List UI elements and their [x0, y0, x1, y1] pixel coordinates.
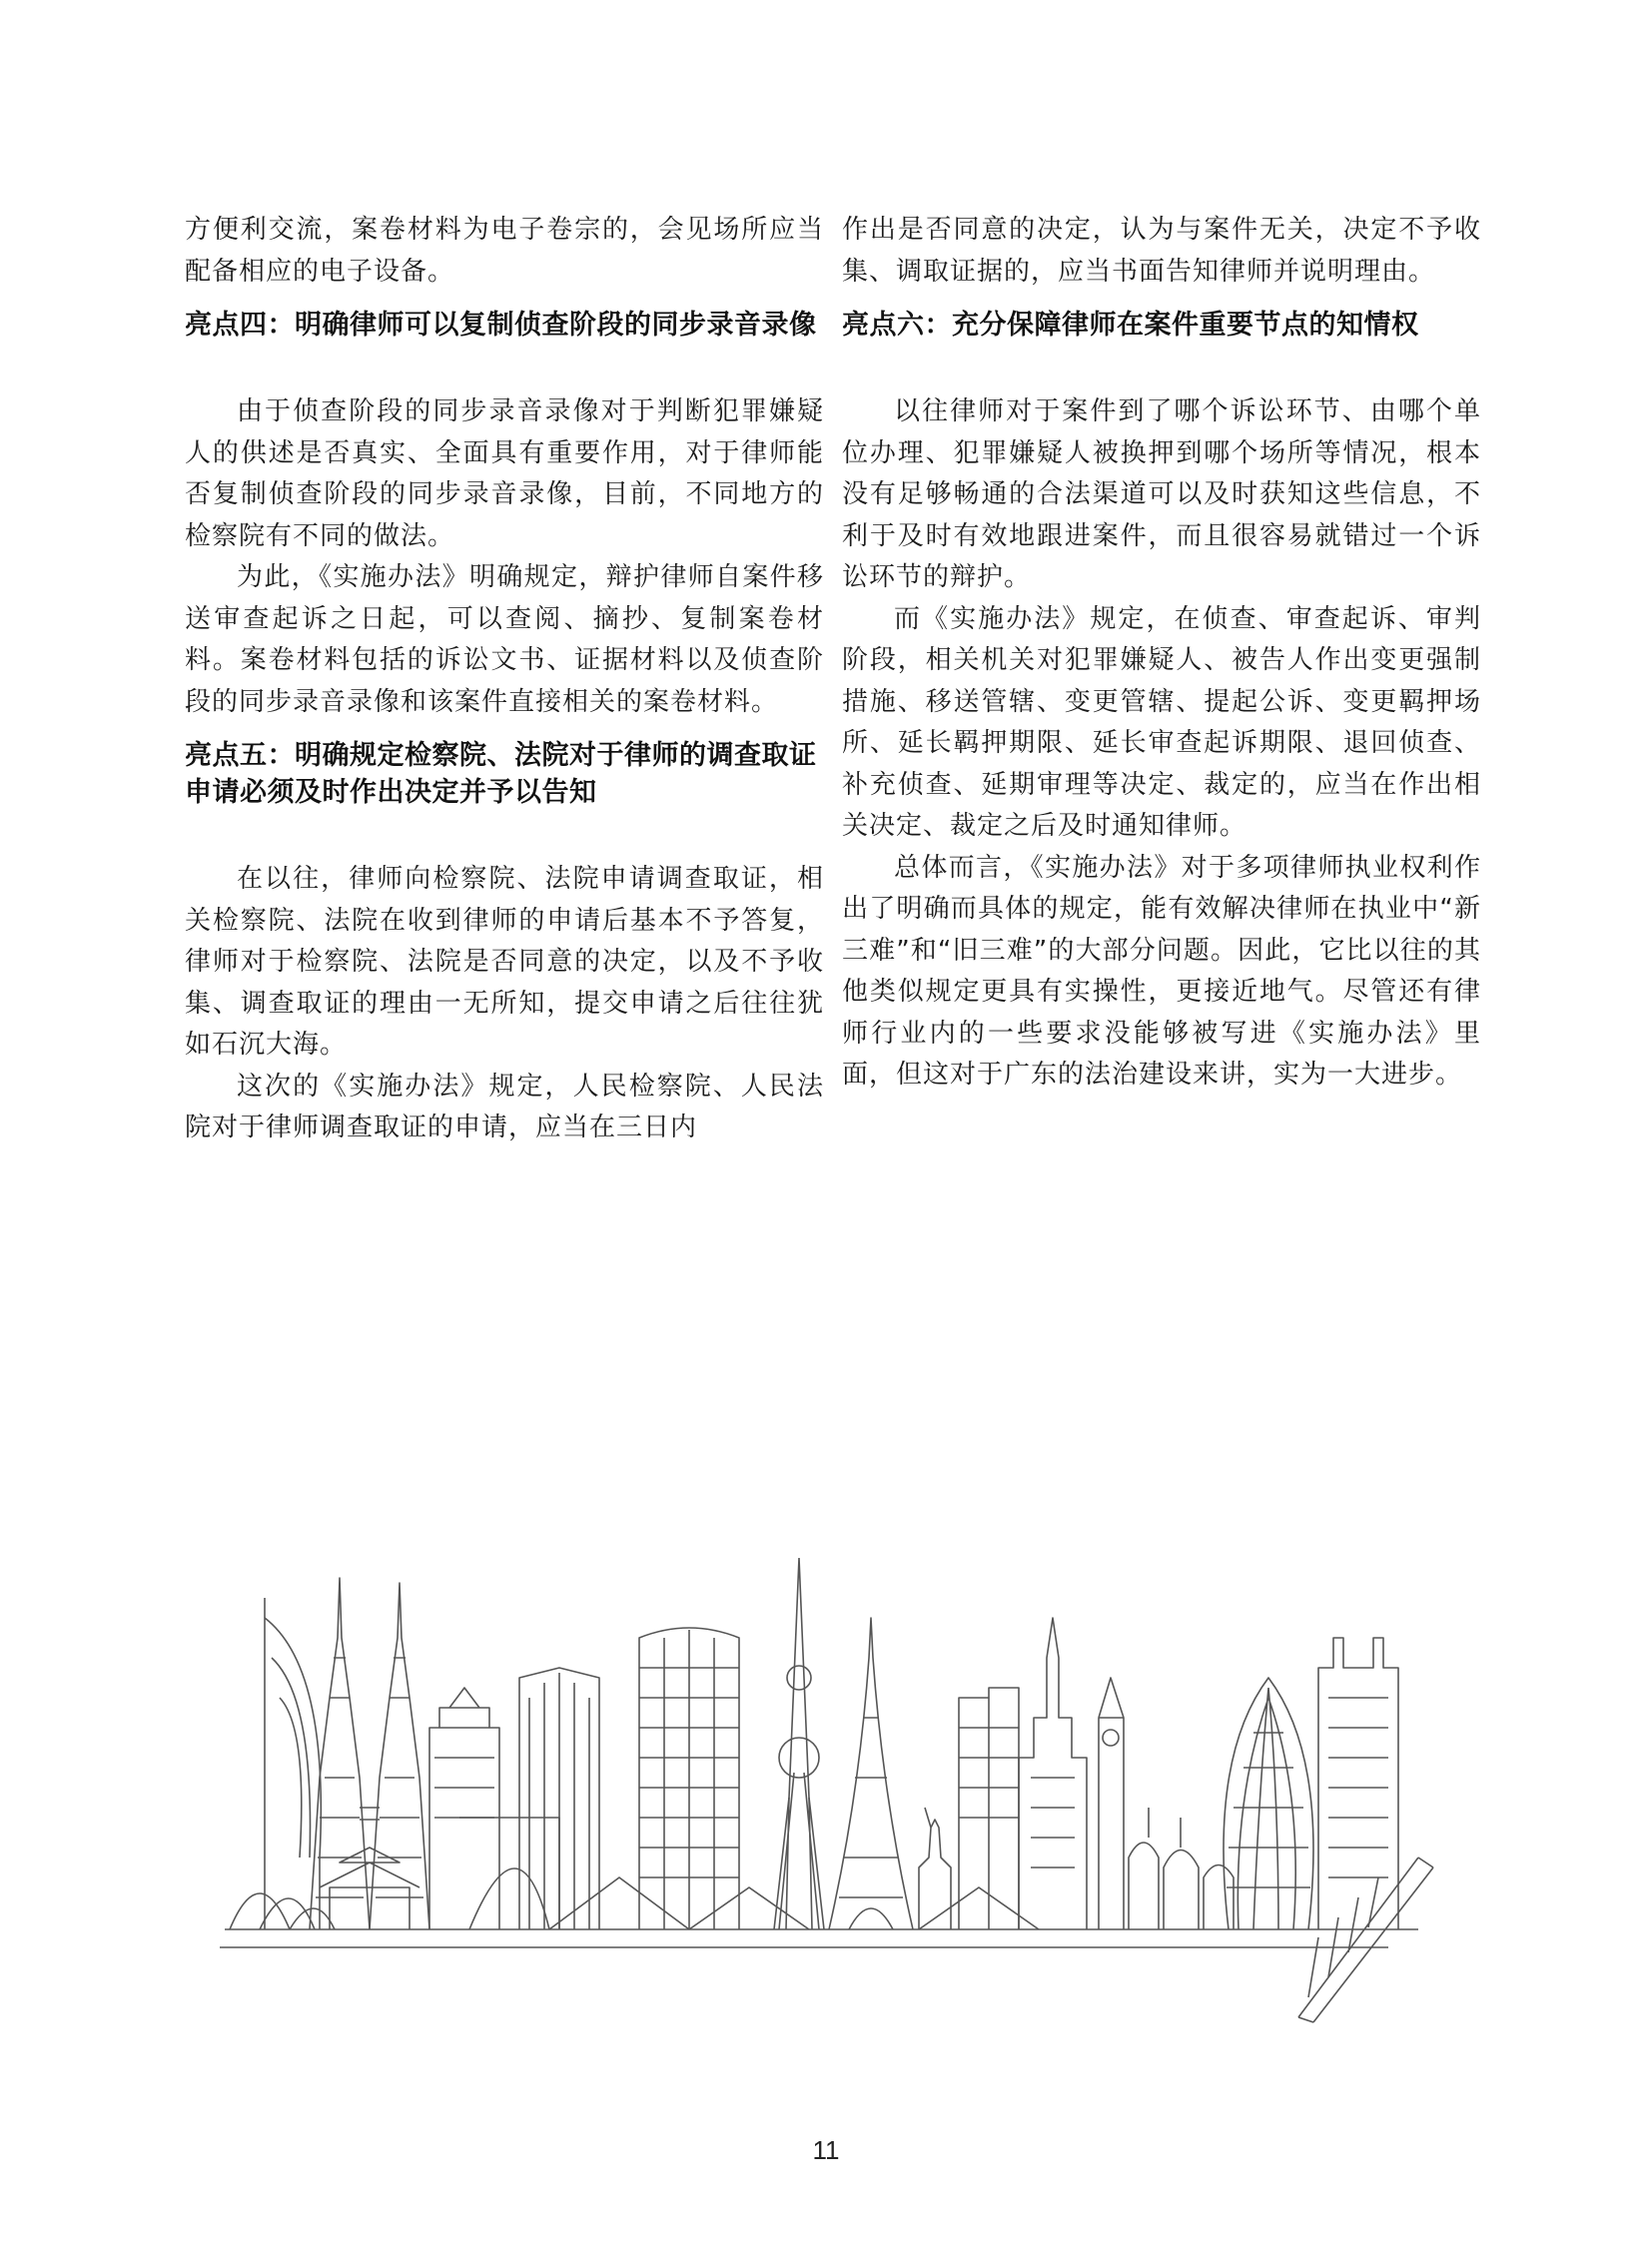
- page-number: 11: [812, 2135, 840, 2165]
- paragraph: 以往律师对于案件到了哪个诉讼环节、由哪个单位办理、犯罪嫌疑人被换押到哪个场所等情况，根本没有足够畅通的合法渠道可以及时获知这些信息，不利于及时有效地跟进案件，而且很容易就错过一个诉讼环节的辩护。: [842, 396, 1481, 592]
- paragraph: 为此，《实施办法》明确规定，辩护律师自案件移送审查起诉之日起，可以查阅、摘抄、复制案卷材料。案卷材料包括的诉讼文书、证据材料以及侦查阶段的同步录音录像和该案件直接相关的案卷材料。: [185, 562, 824, 717]
- left-column: [185, 210, 824, 1149]
- paragraph: 而《实施办法》规定，在侦查、审查起诉、审判阶段，相关机关对犯罪嫌疑人、被告人作出变更强制措施、移送管辖、变更管辖、提起公诉、变更羁押场所、延长羁押期限、延长审查起诉期限、退回侦查、补充侦查、延期审理等决定、裁定的，应当在作出相关决定、裁定之后及时通知律师。: [842, 603, 1481, 841]
- right-column: [842, 210, 1481, 1097]
- paragraph: 总体而言，《实施办法》对于多项律师执业权利作出了明确而具体的规定，能有效解决律师在执业中“新三难”和“旧三难”的大部分问题。因此，它比以往的其他类似规定更具有实操性，更接近地气。尽管还有律师行业内的一些要求没能够被写进《实施办法》里面，但这对于广东的法治建设来讲，实为一大进步。: [842, 852, 1481, 1090]
- section-heading: 亮点四：明确律师可以复制侦查阶段的同步录音录像: [185, 310, 817, 341]
- paragraph: 这次的《实施办法》规定，人民检察院、人民法院对于律师调查取证的申请，应当在三日内: [185, 1071, 824, 1142]
- paragraph: 在以往，律师向检察院、法院申请调查取证，相关检察院、法院在收到律师的申请后基本不予答复，律师对于检察院、法院是否同意的决定，以及不予收集、调查取证的理由一无所知，提交申请之后往往犹如石沉大海。: [185, 864, 824, 1060]
- section-heading: 亮点六：充分保障律师在案件重要节点的知情权: [842, 310, 1419, 341]
- paragraph: 方便利交流，案卷材料为电子卷宗的，会见场所应当配备相应的电子设备。: [185, 215, 824, 287]
- paragraph: 作出是否同意的决定，认为与案件无关，决定不予收集、调取证据的，应当书面告知律师并说明理由。: [842, 215, 1481, 287]
- city-skyline-illustration: [220, 1558, 1448, 2057]
- section-heading: 亮点五：明确规定检察院、法院对于律师的调查取证申请必须及时作出决定并予以告知: [185, 740, 817, 808]
- paragraph: 由于侦查阶段的同步录音录像对于判断犯罪嫌疑人的供述是否真实、全面具有重要作用，对于律师能否复制侦查阶段的同步录音录像，目前，不同地方的检察院有不同的做法。: [185, 396, 824, 551]
